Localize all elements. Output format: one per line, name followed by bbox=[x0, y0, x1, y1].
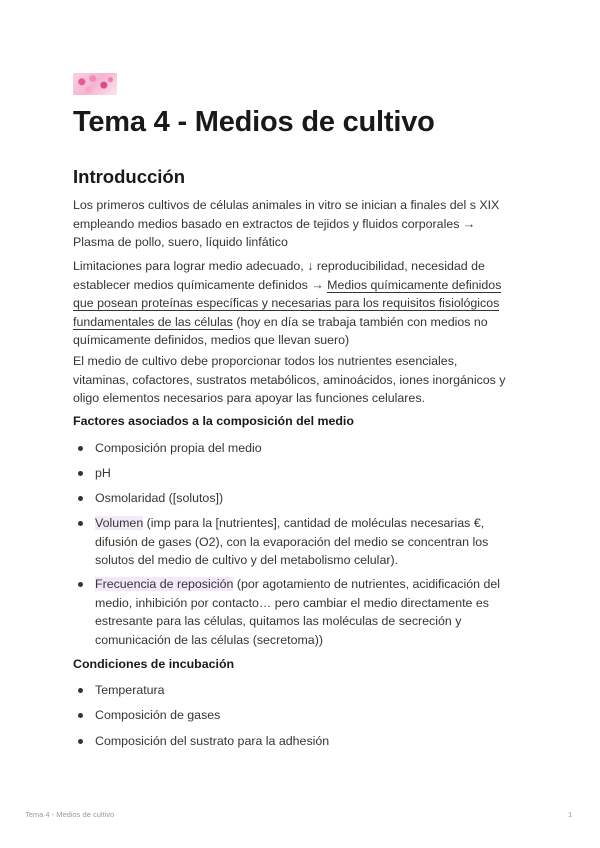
bullet-icon bbox=[78, 471, 83, 476]
bullet-icon bbox=[78, 688, 83, 693]
text-line: vitaminas, cofactores, sustratos metabólicos, aminoácidos, iones inorgánicos y bbox=[73, 372, 506, 387]
text-line bbox=[73, 313, 501, 332]
text-line bbox=[73, 276, 501, 295]
text-line: empleando medios basado en extractos de tejidos y fluidos corporales → bbox=[73, 216, 476, 231]
text-line: Limitaciones para lograr medio adecuado, ↓ reproducibilidad, necesidad de bbox=[73, 259, 485, 273]
text-line bbox=[73, 294, 501, 313]
page-title: Tema 4 - Medios de cultivo bbox=[73, 106, 435, 138]
list-item-text bbox=[95, 575, 500, 649]
bullet-icon bbox=[78, 496, 83, 501]
text-segment: (imp para la [nutrientes], cantidad de moléculas necesarias €, bbox=[143, 516, 485, 530]
list-item-text bbox=[95, 514, 488, 570]
text-line bbox=[95, 575, 500, 594]
underlined-text: Medios químicamente definidos bbox=[327, 277, 502, 292]
list-item-text: Composición propia del medio bbox=[95, 441, 262, 455]
bullet-icon bbox=[78, 739, 83, 744]
bullet-icon bbox=[78, 521, 83, 526]
bullet-icon bbox=[78, 713, 83, 718]
subheading-condiciones: Condiciones de incubación bbox=[73, 657, 235, 671]
footer-page-number: 1 bbox=[568, 810, 573, 819]
text-line: químicamente definidos, medios que llevan suero) bbox=[73, 333, 350, 347]
text-line: medio, inhibición por contacto… pero cambiar el medio directamente es bbox=[95, 595, 489, 610]
text-line: solutos del medio de cultivo y del metabolismo celular). bbox=[95, 553, 399, 567]
bullet-icon bbox=[78, 582, 83, 587]
text-segment: establecer medios químicamente definidos → bbox=[73, 277, 328, 292]
section-heading-introduccion: Introducción bbox=[73, 166, 186, 187]
list-item-text: Composición de gases bbox=[95, 708, 221, 722]
text-line: Plasma de pollo, suero, líquido linfático bbox=[73, 235, 288, 249]
intro-paragraph-1 bbox=[73, 196, 499, 252]
text-line: El medio de cultivo debe proporcionar todos los nutrientes esenciales, bbox=[73, 354, 458, 368]
footer-title: Tema 4 - Medios de cultivo bbox=[25, 810, 115, 819]
text-line: estresante para las células, quitamos las moléculas de secreción y bbox=[95, 614, 462, 628]
text-segment: (hoy en día se trabaja también con medios no bbox=[232, 314, 488, 329]
list-item-text: Composición del sustrato para la adhesión bbox=[95, 734, 330, 748]
text-line bbox=[95, 514, 488, 533]
intro-paragraph-3 bbox=[73, 352, 506, 408]
list-item-text: Osmolaridad ([solutos]) bbox=[95, 491, 224, 505]
text-line: Los primeros cultivos de células animales in vitro se inician a finales del s XIX bbox=[73, 198, 500, 212]
text-line: difusión de gases (O2), con la evaporación del medio se concentran los bbox=[95, 534, 489, 549]
underlined-text: fundamentales de las células bbox=[73, 314, 233, 329]
text-segment: (por agotamiento de nutrientes, acidificación del bbox=[233, 577, 501, 591]
bullet-icon bbox=[78, 446, 83, 451]
underlined-text: que posean proteínas específicas y necesarias para los requisitos fisiológicos bbox=[73, 296, 500, 310]
page-cover-image-icon bbox=[73, 73, 117, 95]
text-line: comunicación de las células (secretoma)) bbox=[95, 632, 323, 647]
intro-paragraph-2 bbox=[73, 257, 501, 350]
list-item-text: Temperatura bbox=[95, 683, 165, 697]
text-line: oligo elementos necesarios para apoyar las funciones celulares. bbox=[73, 391, 425, 405]
list-item-text: pH bbox=[95, 466, 111, 480]
highlighted-text: Volumen bbox=[95, 516, 144, 530]
highlighted-text: Frecuencia de reposición bbox=[95, 577, 234, 591]
subheading-factores: Factores asociados a la composición del medio bbox=[73, 414, 354, 428]
